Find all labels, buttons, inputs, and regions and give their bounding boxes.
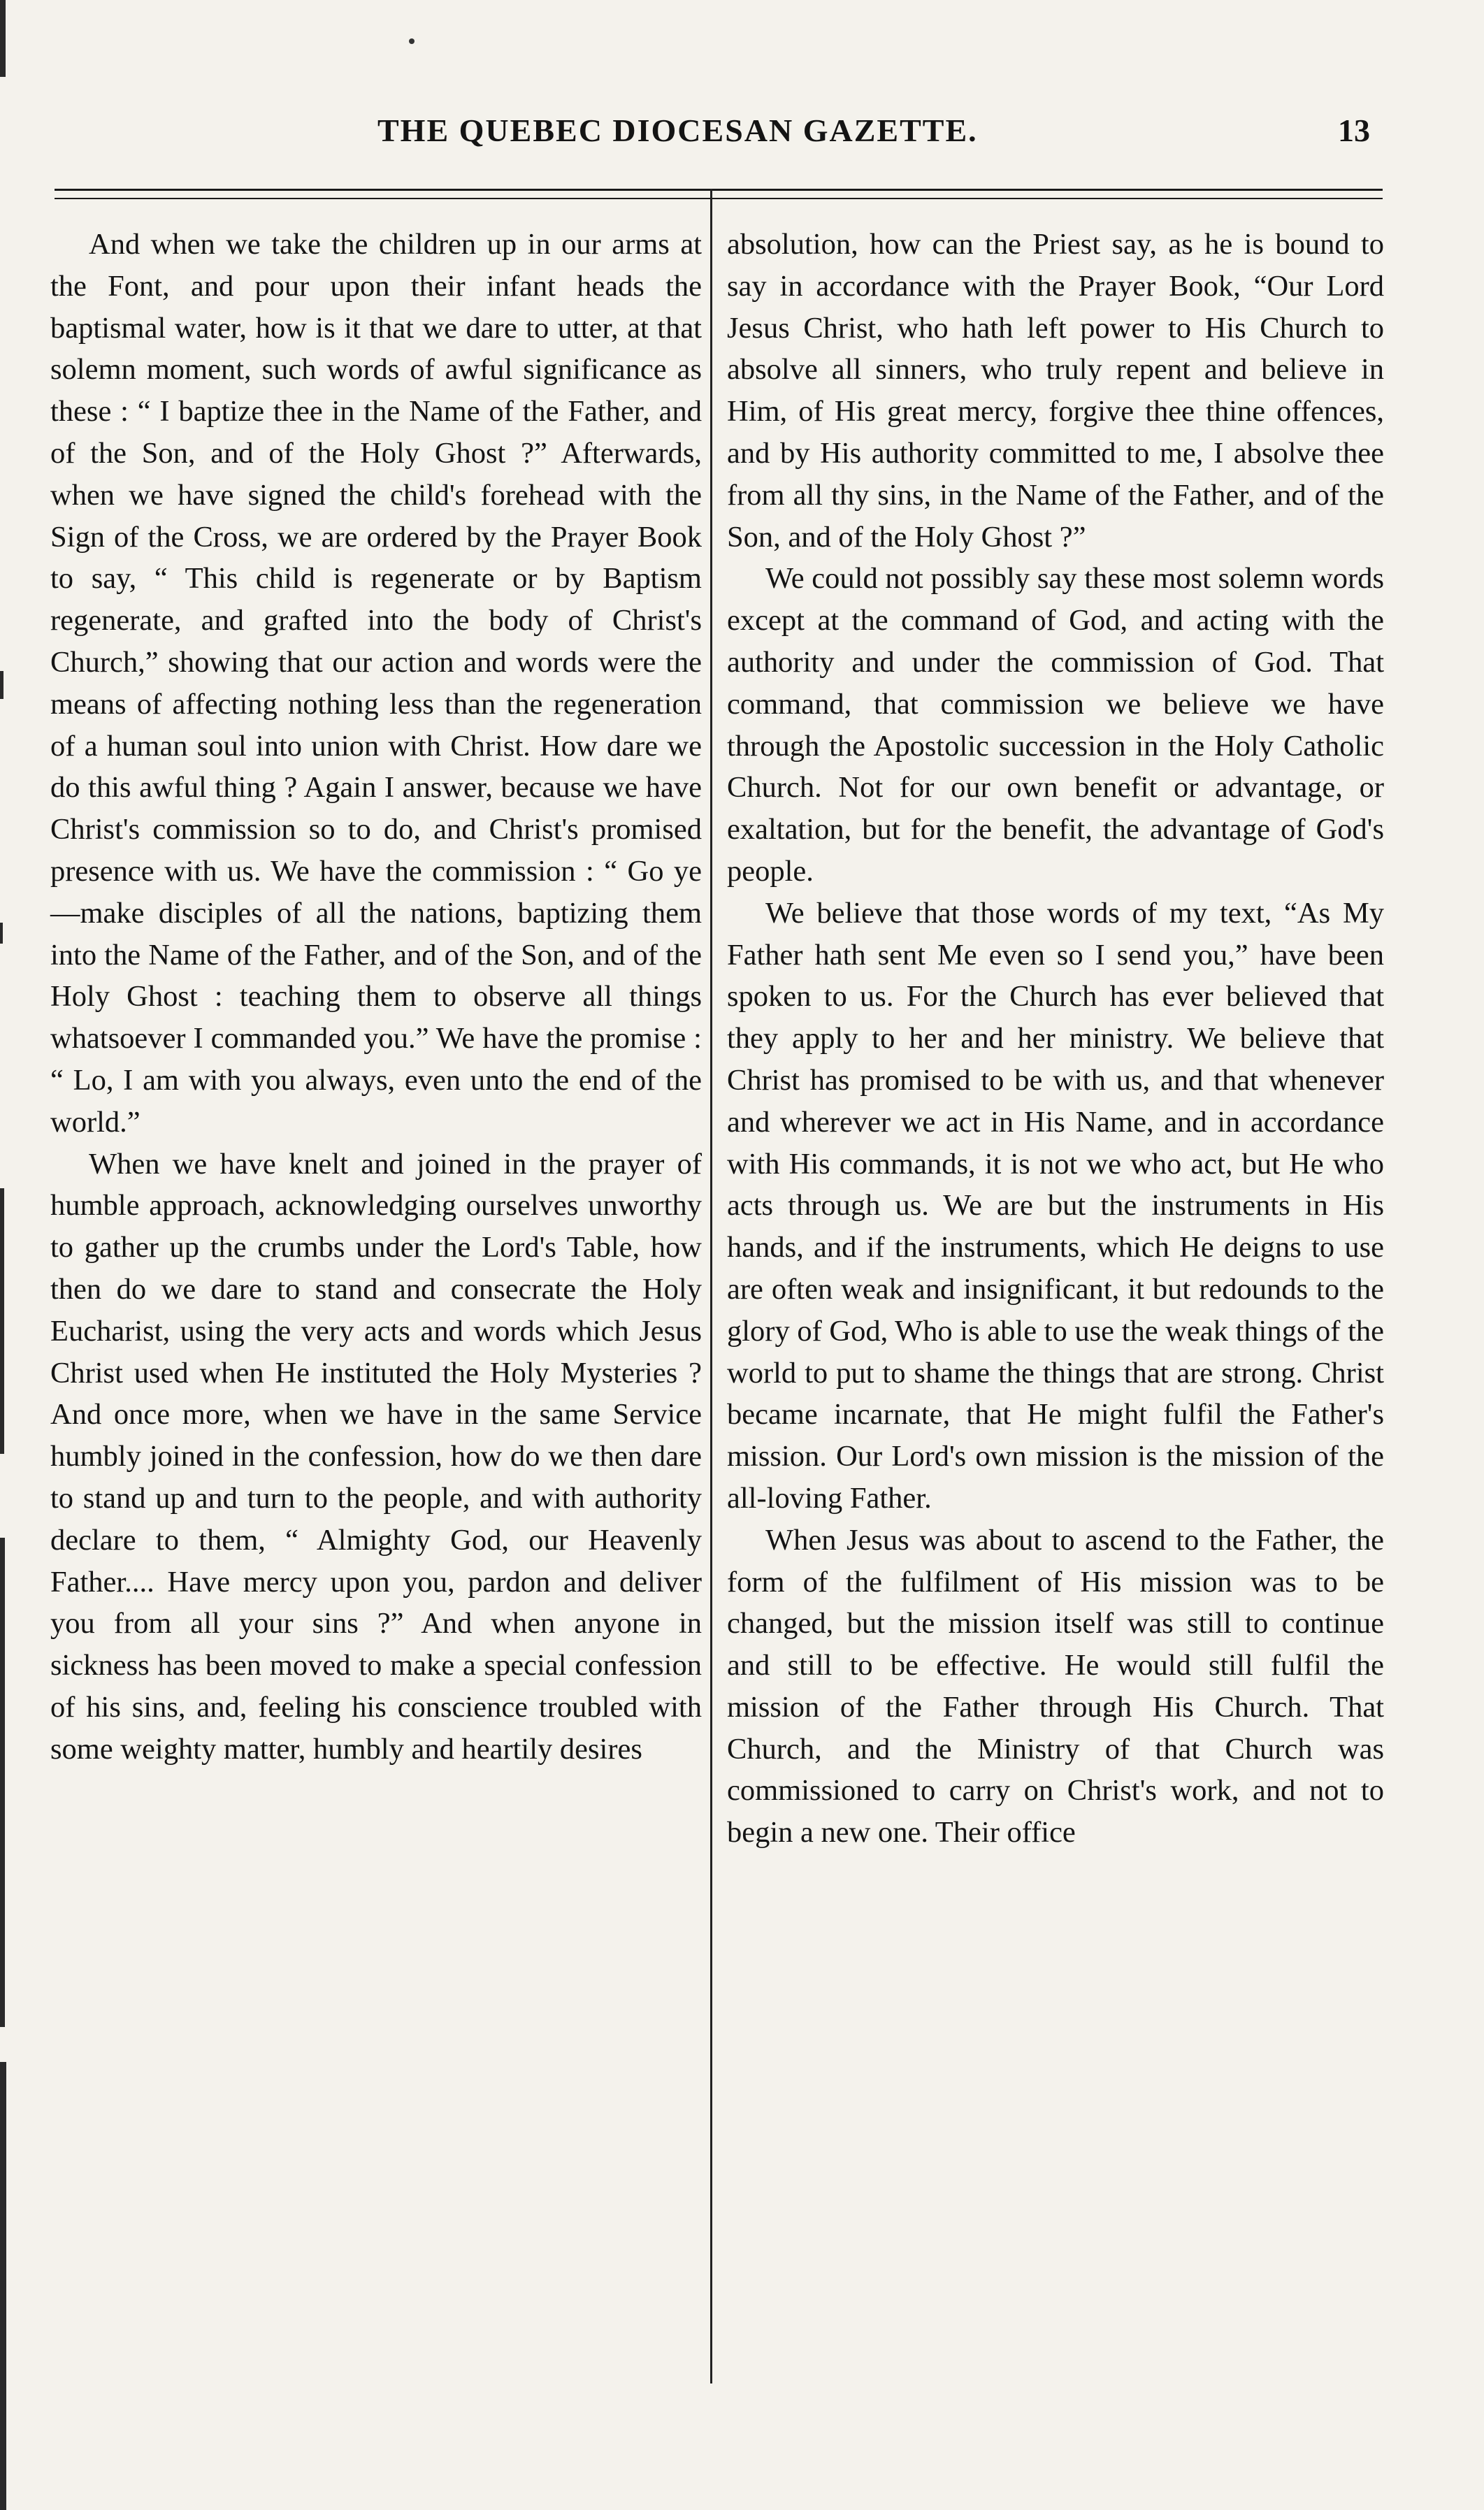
paragraph: When we have knelt and joined in the prayer of humble approach, acknowledging ourselves unworthy to gather up the crumbs under the Lord's Table, how then do we dare to stand and consecrate the Holy Eucharist, using the very acts and words which Jesus Christ used when He instituted the Holy Mysteries ? And once more, when we have in the same Service humbly joined in the confession, how do we then dare to stand up and turn to the people, and with authority declare to them, “ Almighty God, our Heavenly Father.... Have mercy upon you, pardon and deliver you from all your sins ?” And when anyone in sickness has been moved to make a special confession of his sins, and, feeling his conscience troubled with some weighty matter, humbly and heartily desires: [50, 1147, 702, 1766]
page-header: [350, 112, 1398, 168]
left-column: [50, 224, 702, 1770]
header-rule-top: [55, 189, 1383, 191]
gazette-title: THE QUEBEC DIOCESAN GAZETTE.: [377, 113, 978, 148]
paragraph: absolution, how can the Priest say, as he is bound to say in accordance with the Prayer Book, “Our Lord Jesus Christ, who hath left power to His Church to absolve all sinners, who truly repent and believe in Him, of His great mercy, forgive thee thine offences, and by His authority committed to me, I absolve thee from all thy sins, in the Name of the Father, and of the Son, and of the Holy Ghost ?”: [727, 228, 1384, 554]
print-speck: [409, 38, 415, 44]
paragraph: We believe that those words of my text, “As My Father hath sent Me even so I send you,” have been spoken to us. For the Church has ever believed that they apply to her and her ministry. We believe that Christ has promised to be with us, and that whenever and wherever we act in His Name, and in accordance with His commands, it is not we who act, but He who acts through us. We are but the instruments in His hands, and if the instruments, which He deigns to use are often weak and insignificant, it but redounds to the glory of God, Who is able to use the weak things of the world to put to shame the things that are strong. Christ became incarnate, that He might fulfil the Father's mission. Our Lord's own mission is the mission of the all-loving Father.: [727, 896, 1384, 1515]
column-divider: [710, 189, 712, 2383]
right-column: [727, 224, 1384, 1854]
paragraph: And when we take the children up in our arms at the Font, and pour upon their infant heads the baptismal water, how is it that we dare to utter, at that solemn moment, such words of awful significance as these : “ I baptize thee in the Name of the Father, and of the Son, and of the Holy Ghost ?” Afterwards, when we have signed the child's forehead with the Sign of the Cross, we are ordered by the Prayer Book to say, “ This child is regenerate or by Baptism regenerate, and grafted into the body of Christ's Church,” showing that our action and words were the means of affecting nothing less than the regeneration of a human soul into union with Christ. How dare we do this awful thing ? Again I answer, because we have Christ's commission so to do, and Christ's promised presence with us. We have the commission : “ Go ye—make disciples of all the nations, baptizing them into the Name of the Father, and of the Son, and of the Holy Ghost : teaching them to observe all things whatsoever I commanded you.” We have the promise : “ Lo, I am with you always, even unto the end of the world.”: [50, 228, 702, 1139]
paragraph: We could not possibly say these most solemn words except at the command of God, and acting with the authority and under the commission of God. That command, that commission we believe we have through the Apostolic succession in the Holy Catholic Church. Not for our own benefit or advantage, or exaltation, but for the benefit, the advantage of God's people.: [727, 562, 1384, 888]
page-number: 13: [1338, 113, 1370, 148]
scan-edge: [0, 0, 7, 2510]
header-rule-bottom: [55, 198, 1383, 199]
paragraph: When Jesus was about to ascend to the Father, the form of the fulfilment of His mission was to be changed, but the mission itself was still to continue and still to be effective. He would still fulfil the mission of the Father through His Church. That Church, and the Ministry of that Church was commissioned to carry on Christ's work, and not to begin a new one. Their office: [727, 1523, 1384, 1849]
